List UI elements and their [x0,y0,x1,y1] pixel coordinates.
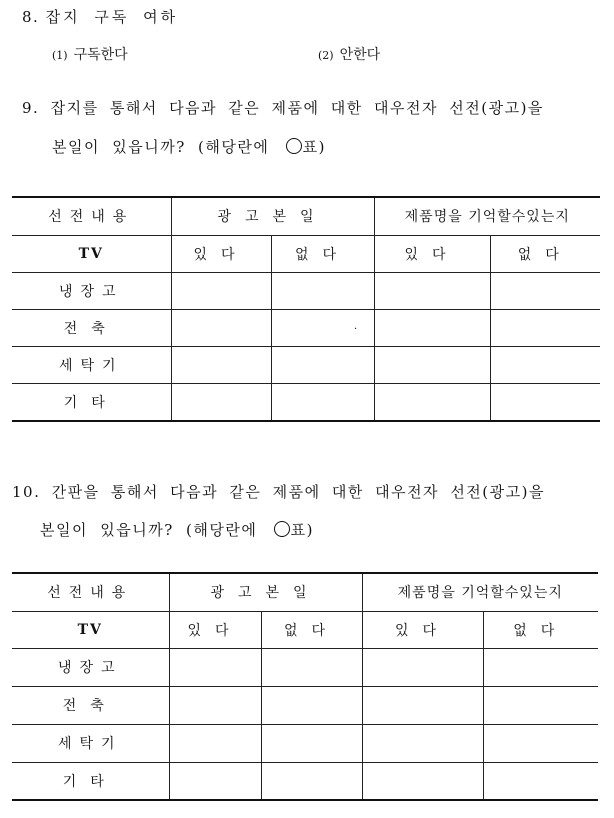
question-text: 표) [302,138,326,156]
answer-cell[interactable] [362,686,483,724]
answer-cell[interactable] [490,309,600,346]
answer-cell[interactable] [261,724,362,762]
question-text: 본일이 있읍니까? (해당란에 [40,521,258,539]
product-other: 기타 [12,383,171,421]
header-content: 선전내용 [12,197,171,235]
answer-cell[interactable] [490,346,600,383]
answer-cell[interactable] [374,383,490,421]
answer-cell[interactable] [271,309,374,346]
answer-cell[interactable] [261,648,362,686]
cell-remember-no[interactable]: 없다 [483,611,598,648]
question-9-line-1: 9. 잡지를 통해서 다음과 같은 제품에 대한 대우전자 선전(광고)을 [22,99,544,117]
answer-cell[interactable] [261,686,362,724]
answer-cell[interactable] [483,762,598,800]
question-text: 본일이 있읍니까? (해당란에 [52,138,270,156]
answer-cell[interactable] [169,686,261,724]
option-label: 구독한다 [73,47,128,63]
cell-ad-yes[interactable]: 있다 [171,235,271,272]
option-number: (1) [52,49,68,62]
answer-cell[interactable] [483,686,598,724]
product-stereo: 전축 [12,686,169,724]
question-text: 잡지 구독 여하 [45,8,179,26]
header-content: 선전내용 [12,573,169,611]
option-2[interactable] [318,44,380,64]
stray-mark: · [354,324,358,335]
ad-survey-table-q9 [12,196,600,422]
answer-cell[interactable] [362,762,483,800]
product-washer: 세탁기 [12,346,171,383]
product-tv: TV [12,235,171,272]
question-number: 8 [22,8,34,26]
answer-cell[interactable] [490,383,600,421]
question-number: 9 [22,99,34,117]
answer-cell[interactable] [483,724,598,762]
header-ad-seen: 광고본일 [171,197,374,235]
answer-cell[interactable] [362,724,483,762]
question-10-line-1: 10. 간판을 통해서 다음과 같은 제품에 대한 대우전자 선전(광고)을 [12,483,545,501]
answer-cell[interactable] [169,724,261,762]
question-10-line-2 [40,519,314,540]
answer-cell[interactable] [271,346,374,383]
question-number: 10 [12,483,35,501]
answer-cell[interactable] [374,346,490,383]
header-remember: 제품명을 기억할수있는지 [362,573,598,611]
answer-cell[interactable] [374,309,490,346]
product-refrigerator: 냉장고 [12,648,169,686]
circle-mark-icon [274,521,290,537]
cell-ad-no[interactable]: 없다 [261,611,362,648]
cell-ad-yes[interactable]: 있다 [169,611,261,648]
question-text: 표) [290,521,314,539]
product-other: 기타 [12,762,169,800]
answer-cell[interactable] [171,383,271,421]
answer-cell[interactable] [483,648,598,686]
cell-ad-no[interactable]: 없다 [271,235,374,272]
answer-cell[interactable] [169,762,261,800]
product-stereo: 전축 [12,309,171,346]
answer-cell[interactable] [171,272,271,309]
answer-cell[interactable] [374,272,490,309]
answer-cell[interactable] [171,346,271,383]
header-ad-seen: 광고본일 [169,573,362,611]
answer-cell[interactable] [261,762,362,800]
product-washer: 세탁기 [12,724,169,762]
answer-cell[interactable] [362,648,483,686]
cell-remember-yes[interactable]: 있다 [374,235,490,272]
option-number: (2) [318,49,334,62]
question-9-line-2 [52,136,326,157]
option-1[interactable] [52,44,128,64]
product-refrigerator: 냉장고 [12,272,171,309]
product-tv: TV [12,611,169,648]
answer-cell[interactable] [169,648,261,686]
cell-remember-no[interactable]: 없다 [490,235,600,272]
circle-mark-icon [286,138,302,154]
question-text: 잡지를 통해서 다음과 같은 제품에 대한 대우전자 선전(광고)을 [50,99,544,117]
question-text: 간판을 통해서 다음과 같은 제품에 대한 대우전자 선전(광고)을 [51,483,545,501]
option-label: 안한다 [339,47,381,63]
answer-cell[interactable] [271,383,374,421]
cell-remember-yes[interactable]: 있다 [362,611,483,648]
answer-cell[interactable] [171,309,271,346]
answer-cell[interactable] [490,272,600,309]
header-remember: 제품명을 기억할수있는지 [374,197,600,235]
question-8: 8. 잡지 구독 여하 [22,8,179,26]
answer-cell[interactable] [271,272,374,309]
ad-survey-table-q10 [12,572,598,801]
